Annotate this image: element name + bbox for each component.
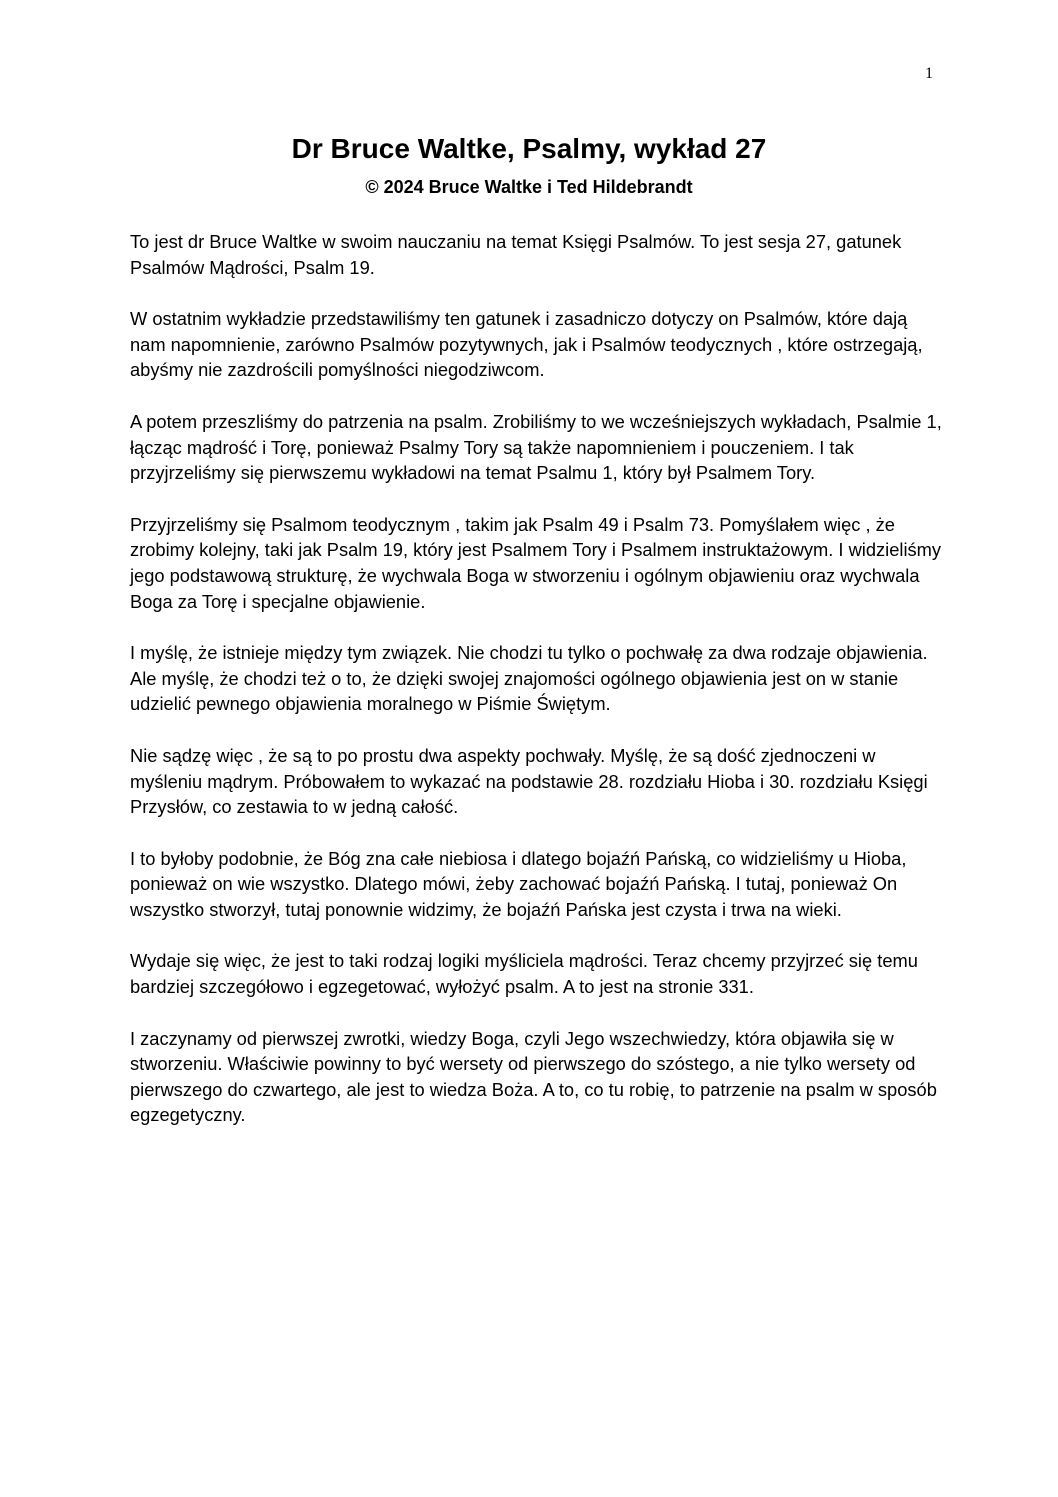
paragraph-6: Nie sądzę więc , że są to po prostu dwa aspekty pochwały. Myślę, że są dość zjednoczeni w myśleniu mądrym. Próbowałem to wykazać na podstawie 28. rozdziału Hioba i 30. rozdziału Księgi Przysłów, co zestawia to w jedną całość. bbox=[130, 744, 928, 818]
paragraph-1: To jest dr Bruce Waltke w swoim nauczaniu na temat Księgi Psalmów. To jest sesja 27, gatunek Psalmów Mądrości, Psalm 19. bbox=[130, 231, 902, 278]
paragraph-3: A potem przeszliśmy do patrzenia na psalm. Zrobiliśmy to we wcześniejszych wykładach, Psalmie 1, łącząc mądrość i Torę, ponieważ Psalmy Tory są także napomnieniem i pouczeniem. I tak przyjrzeliśmy się pierwszemu wykładowi na temat Psalmu 1, który był Psalmem Tory. bbox=[130, 410, 942, 484]
document-title: Dr Bruce Waltke, Psalmy, wykład 27 bbox=[291, 133, 767, 164]
paragraph-9: I zaczynamy od pierwszej zwrotki, wiedzy Boga, czyli Jego wszechwiedzy, która objawiła się w stworzeniu. Właściwie powinny to być wersety od pierwszego do szóstego, a nie tylko wersety od pierwszego do czwartego, ale jest to wiedza Boża. A to, co tu robię, to patrzenie na psalm w sposób egzegetyczny. bbox=[130, 1027, 937, 1126]
paragraph-4: Przyjrzeliśmy się Psalmom teodycznym , takim jak Psalm 49 i Psalm 73. Pomyślałem więc , że zrobimy kolejny, taki jak Psalm 19, który jest Psalmem Tory i Psalmem instruktażowym. I widzieliśmy jego podstawową strukturę, że wychwala Boga w stworzeniu i ogólnym objawieniu oraz wychwala Boga za Torę i specjalne objawienie. bbox=[130, 513, 942, 612]
document-subtitle: © 2024 Bruce Waltke i Ted Hildebrandt bbox=[365, 177, 693, 197]
paragraph-8: Wydaje się więc, że jest to taki rodzaj logiki myśliciela mądrości. Teraz chcemy przyjrzeć się temu bardziej szczegółowo i egzegetować, wyłożyć psalm. A to jest na stronie 331. bbox=[130, 950, 918, 998]
page-number: 1 bbox=[925, 65, 933, 82]
paragraph-5: I myślę, że istnieje między tym związek. Nie chodzi tu tylko o pochwałę za dwa rodzaje objawienia. Ale myślę, że chodzi też o to, że dzięki swojej znajomości ogólnego objawienia jest on w stanie udzielić pewnego objawienia moralnego w Piśmie Świętym. bbox=[130, 642, 928, 715]
paragraph-7: I to byłoby podobnie, że Bóg zna całe niebiosa i dlatego bojaźń Pańską, co widzieliśmy u Hioba, ponieważ on wie wszystko. Dlatego mówi, żeby zachować bojaźń Pańską. I tutaj, ponieważ On wszystko stworzył, tutaj ponownie widzimy, że bojaźń Pańska jest czysta i trwa na wieki. bbox=[130, 847, 907, 920]
document-body bbox=[130, 229, 942, 1154]
paragraph-2: W ostatnim wykładzie przedstawiliśmy ten gatunek i zasadniczo dotyczy on Psalmów, które dają nam napomnienie, zarówno Psalmów pozytywnych, jak i Psalmów teodycznych , które ostrzegają, abyśmy nie zazdrościli pomyślności niegodziwcom. bbox=[130, 308, 923, 381]
